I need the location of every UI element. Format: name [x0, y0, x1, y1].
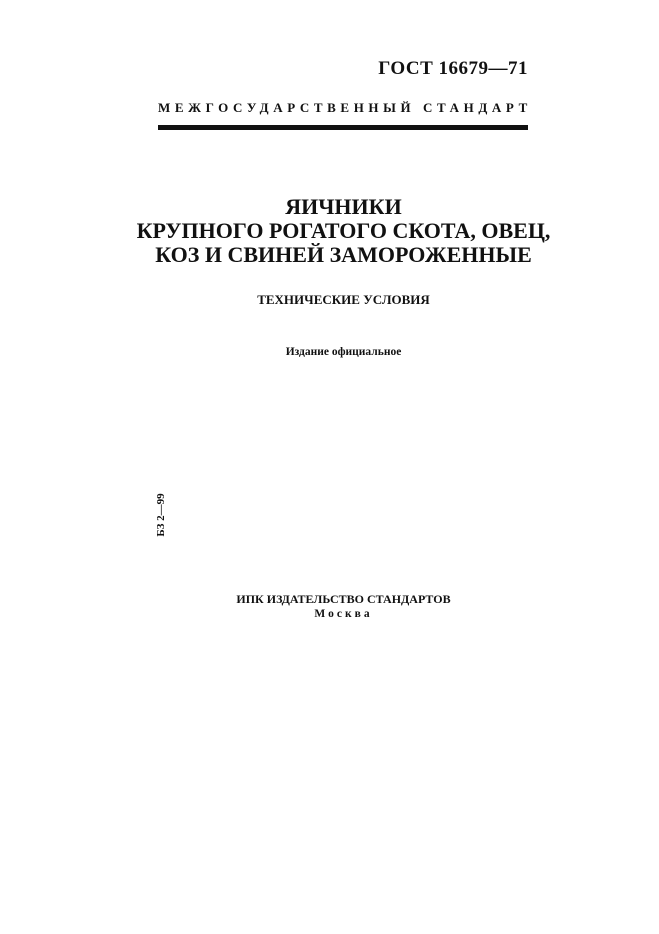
document-title — [100, 195, 587, 267]
catalog-code: БЗ 2—99 — [155, 493, 167, 537]
publisher-name: ИПК ИЗДАТЕЛЬСТВО СТАНДАРТОВ — [236, 592, 451, 606]
document-subtitle: ТЕХНИЧЕСКИЕ УСЛОВИЯ — [257, 292, 430, 307]
publisher-city: Москва — [314, 608, 373, 620]
title-line: КОЗ И СВИНЕЙ ЗАМОРОЖЕННЫЕ — [155, 242, 532, 267]
standard-type-label: МЕЖГОСУДАРСТВЕННЫЙ СТАНДАРТ — [158, 100, 532, 115]
header-rule — [158, 125, 528, 130]
edition-label: Издание официальное — [285, 346, 402, 358]
standard-number: ГОСТ 16679—71 — [378, 58, 528, 79]
title-line: ЯИЧНИКИ — [285, 194, 402, 219]
title-line: КРУПНОГО РОГАТОГО СКОТА, ОВЕЦ, — [136, 218, 551, 243]
